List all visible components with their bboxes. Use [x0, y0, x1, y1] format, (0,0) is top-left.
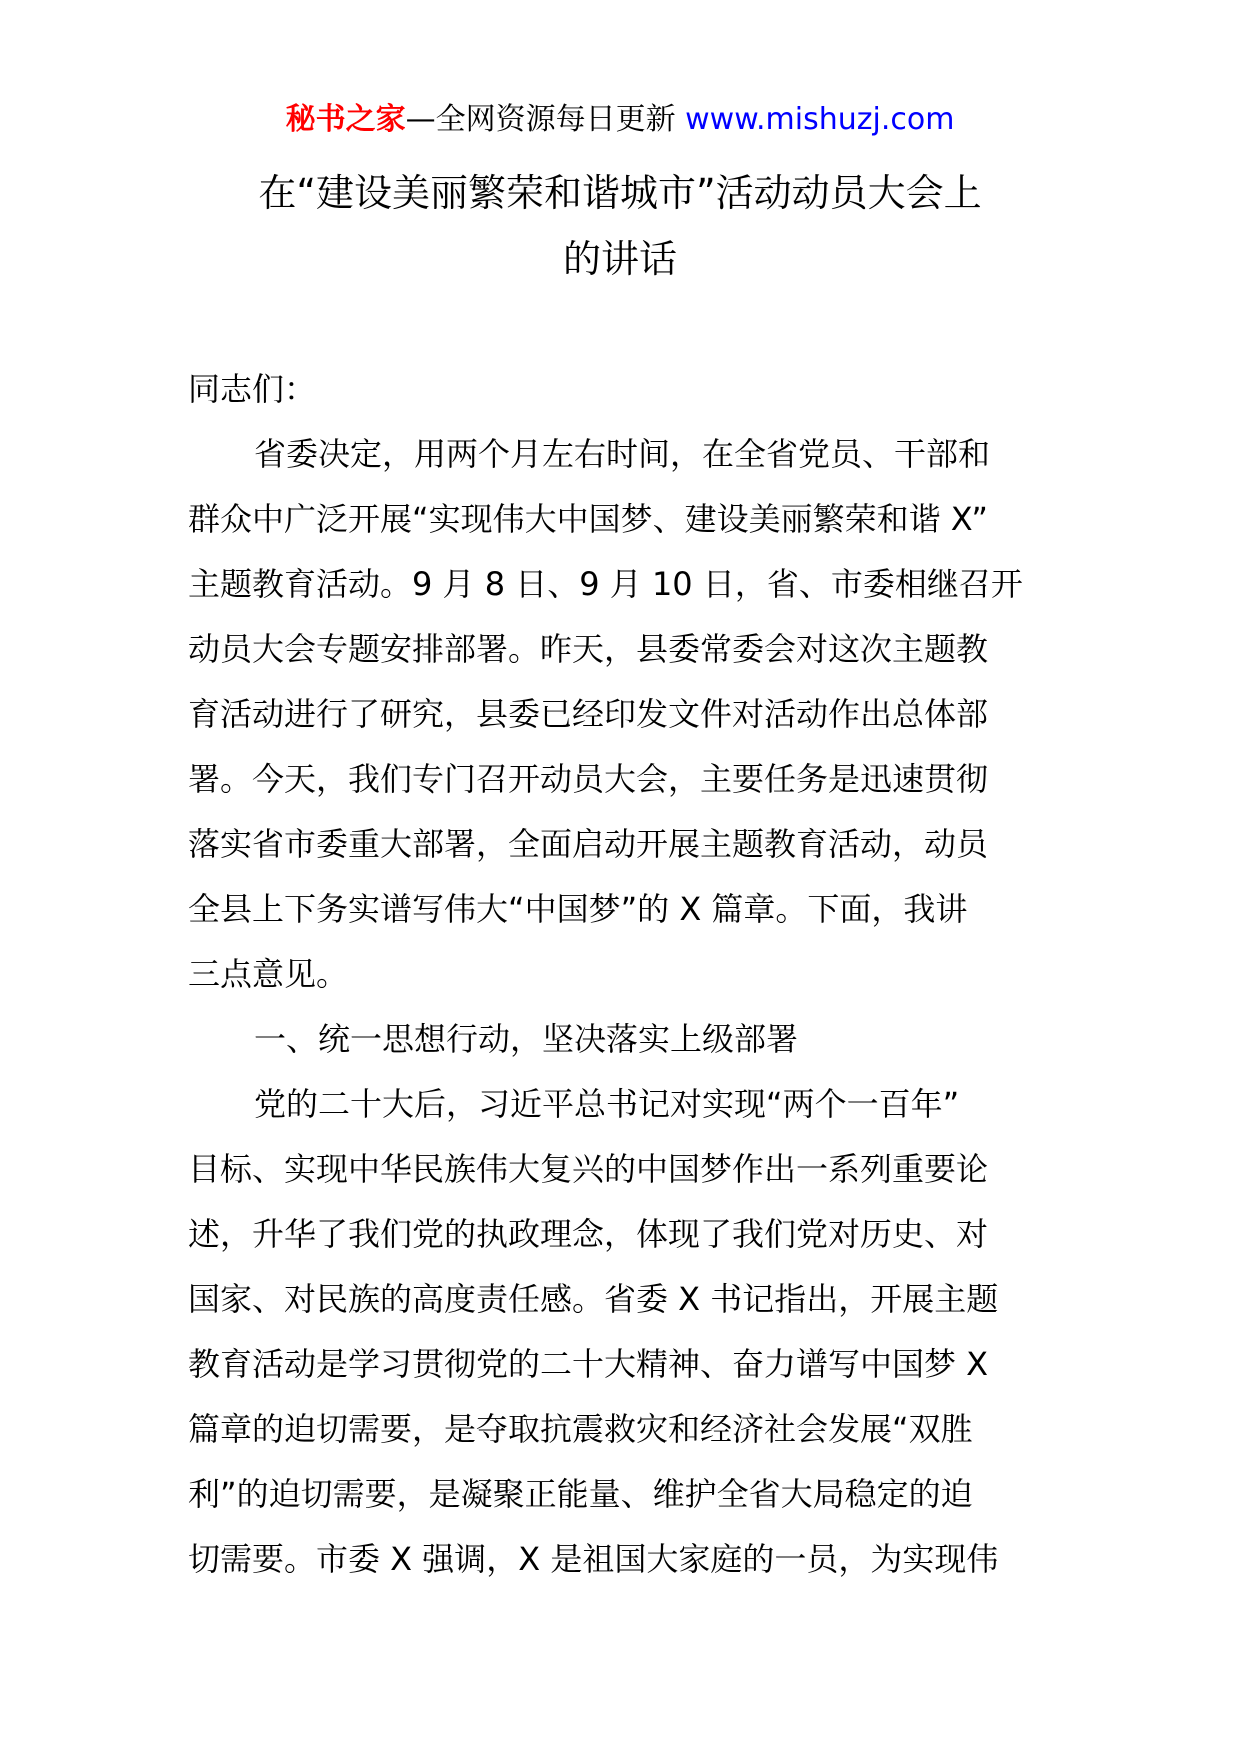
body-line: 主题教育活动。9 月 8 日、9 月 10 日，省、市委相继召开: [188, 565, 1023, 603]
body-line: 全县上下务实谱写伟大“中国梦”的 X 篇章。下面，我讲: [188, 890, 968, 928]
body-line: 署。今天，我们专门召开动员大会，主要任务是迅速贯彻: [188, 760, 989, 798]
banner-brand: 秘书之家: [285, 102, 406, 137]
document-body: [188, 357, 1068, 1592]
body-line: 篇章的迫切需要，是夺取抗震救灾和经济社会发展“双胜: [188, 1410, 973, 1448]
body-line: 三点意见。: [188, 955, 349, 993]
title-line-2: 的讲话: [562, 237, 677, 281]
body-line: 育活动进行了研究，县委已经印发文件对活动作出总体部: [188, 695, 989, 733]
banner-tagline: —全网资源每日更新: [405, 102, 686, 137]
banner-url-link[interactable]: www.mishuzj.com: [685, 102, 955, 137]
body-line: 落实省市委重大部署，全面启动开展主题教育活动，动员: [188, 825, 989, 863]
body-line: 述，升华了我们党的执政理念，体现了我们党对历史、对: [188, 1215, 989, 1253]
body-line: 切需要。市委 X 强调，X 是祖国大家庭的一员，为实现伟: [188, 1540, 999, 1578]
title-line-1: 在“建设美丽繁荣和谐城市”活动动员大会上: [258, 171, 982, 215]
site-banner: [0, 100, 1240, 140]
document-title: [150, 160, 1090, 292]
body-line: 利”的迫切需要，是凝聚正能量、维护全省大局稳定的迫: [188, 1475, 973, 1513]
body-line: 动员大会专题安排部署。昨天，县委常委会对这次主题教: [188, 630, 989, 668]
body-line: 省委决定，用两个月左右时间，在全省党员、干部和: [254, 435, 991, 473]
body-line: 党的二十大后，习近平总书记对实现“两个一百年”: [254, 1085, 960, 1123]
body-line: 群众中广泛开展“实现伟大中国梦、建设美丽繁荣和谐 X”: [188, 500, 988, 538]
body-line: 教育活动是学习贯彻党的二十大精神、奋力谱写中国梦 X: [188, 1345, 989, 1383]
body-line: 国家、对民族的高度责任感。省委 X 书记指出，开展主题: [188, 1280, 999, 1318]
body-line: 目标、实现中华民族伟大复兴的中国梦作出一系列重要论: [188, 1150, 989, 1188]
section-heading: 一、统一思想行动，坚决落实上级部署: [254, 1020, 799, 1058]
salutation: 同志们：: [188, 370, 317, 408]
